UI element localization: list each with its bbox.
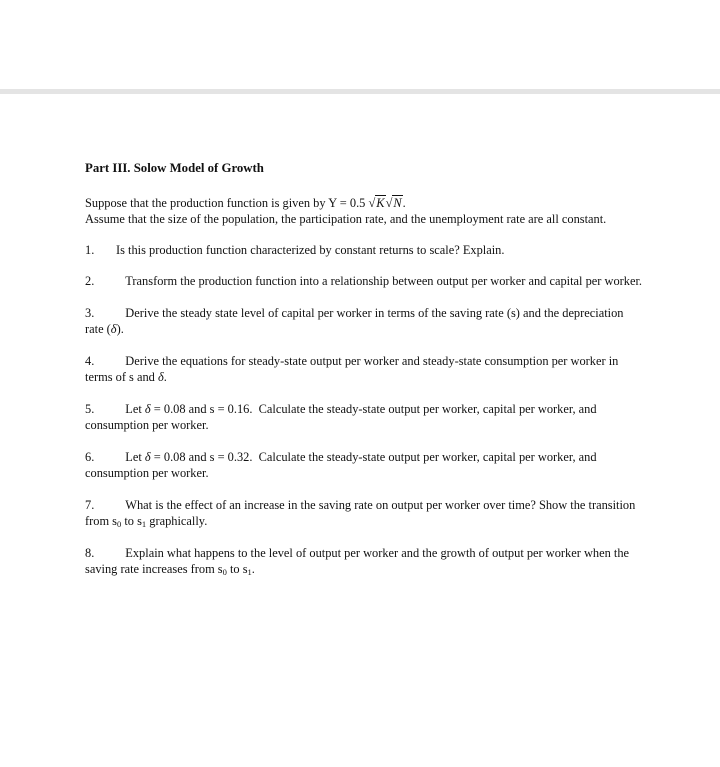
question-text: Calculate the steady-state output per worker, capital per worker, and consumption per worker. bbox=[85, 401, 597, 432]
question-text: Transform the production function into a relationship between output per worker and capital per worker. bbox=[125, 274, 643, 288]
let-label: Let bbox=[125, 449, 142, 464]
question-text: Derive the steady state level of capital per worker in terms of the saving rate (s) and the depreciation rate ( bbox=[85, 305, 624, 336]
top-blank-area bbox=[0, 0, 720, 88]
question-text-mid: to s bbox=[121, 514, 142, 528]
question-number: 2. bbox=[85, 274, 95, 288]
delta-symbol: δ bbox=[157, 370, 164, 384]
question-text-end: . bbox=[251, 562, 255, 576]
question-text-end: ). bbox=[116, 322, 124, 336]
question-text: Is this production function characterized by constant returns to scale? Explain. bbox=[116, 242, 505, 257]
equation-period: . bbox=[402, 195, 406, 210]
delta-symbol: δ bbox=[110, 322, 117, 336]
intro-paragraph bbox=[85, 195, 645, 228]
question-2 bbox=[85, 273, 645, 290]
question-text: What is the effect of an increase in the saving rate on output per worker over time? Show the transition from s bbox=[85, 497, 636, 528]
question-text: Explain what happens to the level of output per worker and the growth of output per worker when the saving rate increases from s bbox=[85, 545, 630, 576]
question-number: 7. bbox=[85, 497, 95, 512]
part-title: Part III. Solow Model of Growth bbox=[85, 161, 264, 175]
intro-line1-prefix: Suppose that the production function is given by bbox=[85, 195, 326, 210]
subscript-0: 0 bbox=[222, 567, 227, 577]
parameter-values: = 0.08 and s = 0.16. bbox=[153, 401, 253, 416]
question-1 bbox=[85, 242, 645, 259]
production-function-equation bbox=[328, 196, 406, 210]
question-7 bbox=[85, 497, 645, 530]
question-6 bbox=[85, 449, 645, 482]
question-text-end: graphically. bbox=[146, 514, 208, 528]
document-page bbox=[85, 160, 645, 593]
delta-symbol: δ bbox=[144, 449, 151, 464]
question-number: 8. bbox=[85, 545, 95, 560]
parameter-values: = 0.08 and s = 0.32. bbox=[153, 449, 253, 464]
question-3 bbox=[85, 305, 645, 338]
subscript-1: 1 bbox=[247, 567, 252, 577]
let-label: Let bbox=[125, 401, 142, 416]
question-number: 5. bbox=[85, 401, 95, 416]
question-number: 6. bbox=[85, 449, 95, 464]
question-5 bbox=[85, 401, 645, 434]
equation-lhs: Y = 0.5 bbox=[328, 195, 366, 210]
question-text-end: . bbox=[163, 370, 167, 384]
sqrt-k: √K bbox=[368, 195, 385, 210]
question-number: 3. bbox=[85, 305, 95, 320]
sqrt-n: √N bbox=[385, 195, 402, 210]
subscript-1: 1 bbox=[141, 519, 147, 529]
sqrt-n-value: N bbox=[393, 195, 402, 210]
question-8 bbox=[85, 545, 645, 578]
question-4 bbox=[85, 353, 645, 386]
question-text: Calculate the steady-state output per worker, capital per worker, and consumption per worker. bbox=[85, 449, 597, 480]
delta-symbol: δ bbox=[144, 401, 151, 416]
sqrt-k-value: K bbox=[376, 195, 385, 210]
intro-line2: Assume that the size of the population, the participation rate, and the unemployment rate are all constant. bbox=[85, 212, 607, 226]
subscript-0: 0 bbox=[117, 519, 122, 529]
question-text-mid: to s bbox=[226, 562, 248, 576]
question-text: Derive the equations for steady-state output per worker and steady-state consumption per worker in terms of s and bbox=[85, 353, 619, 384]
question-number: 4. bbox=[85, 353, 95, 368]
page-separator bbox=[0, 89, 720, 94]
question-number: 1. bbox=[85, 242, 95, 257]
